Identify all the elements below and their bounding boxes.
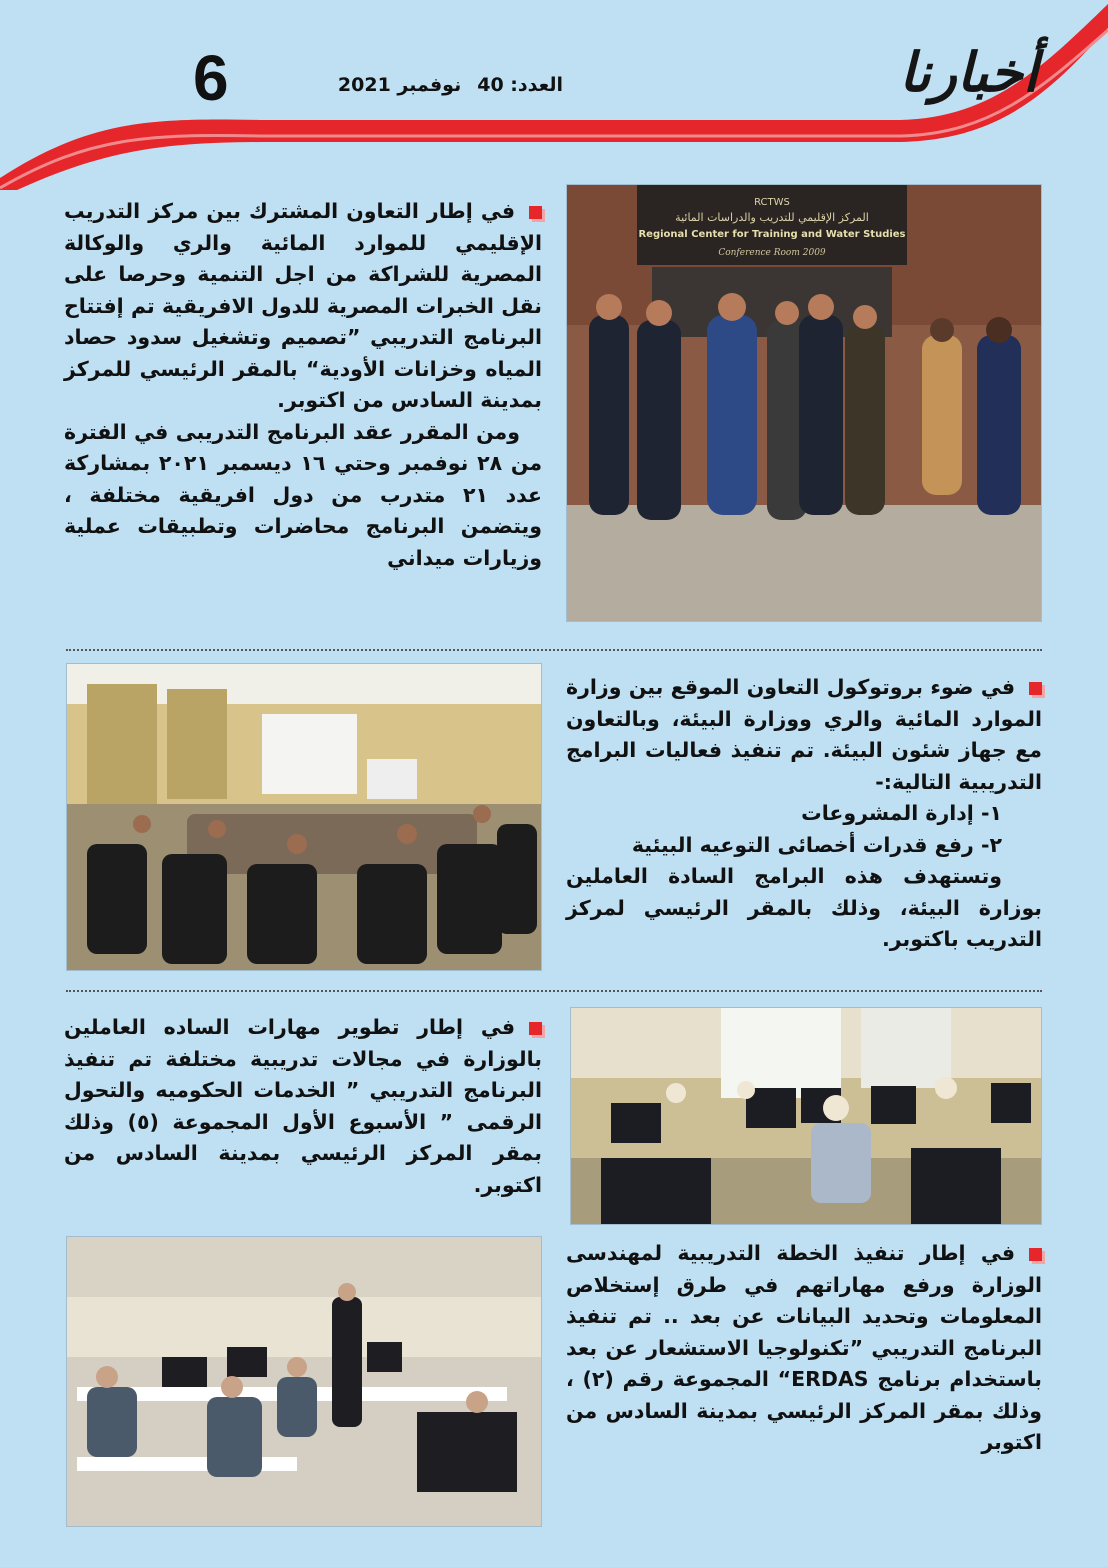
computer-lab-photo-2 bbox=[67, 1237, 541, 1526]
meeting-room-photo bbox=[67, 664, 541, 970]
article-paragraph: في إطار التعاون المشترك بين مركز التدريب الإقليمي للموارد المائية والري والوكالة المصرية للشراكة من اجل التنمية وحرصا على نقل الخبرات المصرية للدول الافريقية تم إفتتاح البرنامج التدريبي ”تصميم وتشغيل سدود حصاد المياه وخزانات الأودية“ بالمقر الرئيسي للمركز بمدينة السادس من اكتوبر. bbox=[64, 199, 542, 412]
sign-arabic: المركز الإقليمي للتدريب والدراسات المائية bbox=[675, 211, 869, 224]
bullet-icon bbox=[529, 206, 542, 219]
article-paragraph: في ضوء بروتوكول التعاون الموقع بين وزارة الموارد المائية والري ووزارة البيئة، وبالتعاون مع جهاز شئون البيئة. تم تنفيذ فعاليات البرامج التدريبية التالية:- bbox=[566, 675, 1042, 794]
article-dam-training bbox=[64, 196, 542, 574]
section-divider bbox=[66, 649, 1042, 651]
bullet-icon bbox=[1029, 1248, 1042, 1261]
computer-lab-photo-1 bbox=[571, 1008, 1041, 1224]
article-paragraph: ومن المقرر عقد البرنامج التدريبى في الفترة من ٢٨ نوفمبر وحتي ١٦ ديسمبر ٢٠٢١ بمشاركة عدد ٢١ متدرب من دول افريقية مختلفة ، ويتضمن البرنامج محاضرات وتطبيقات عملية وزيارات ميداني bbox=[64, 419, 543, 570]
article-paragraph: في إطار تطوير مهارات الساده العاملين بالوزارة في مجالات تدريبية مختلفة تم تنفيذ البرنامج التدريبي ” الخدمات الحكوميه والتحول الرقمى ” الأسبوع الأول المجموعة (٥) وذلك بمقر المركز الرئيسي بمدينة السادس من اكتوبر. bbox=[64, 1015, 542, 1197]
issue-number: العدد: 40 bbox=[477, 74, 563, 96]
list-item: ٢- رفع قدرات أخصائى التوعيه البيئية bbox=[631, 832, 1002, 857]
article-remote-sensing bbox=[566, 1238, 1042, 1459]
article-digital-transformation bbox=[64, 1012, 542, 1201]
article-paragraph: في إطار تنفيذ الخطة التدريبية لمهندسى الوزارة ورفع مهاراتهم في طرق إستخلاص المعلومات وتحديد البيانات عن بعد .. تم تنفيذ البرنامج التدريبي ”تكنولوجيا الاستشعار عن بعد باستخدام برنامج ERDAS“ المجموعة رقم (٢) ، وذلك بمقر المركز الرئيسي بمدينة السادس من اكتوبر bbox=[566, 1241, 1042, 1454]
sign-room: Conference Room 2009 bbox=[718, 248, 826, 258]
article-paragraph: وتستهدف هذه البرامج السادة العاملين بوزارة البيئة، وذلك بالمقر الرئيسي لمركز التدريب باكتوبر. bbox=[566, 864, 1042, 951]
list-item: ١- إدارة المشروعات bbox=[801, 801, 1002, 825]
page-number: 6 bbox=[193, 42, 229, 114]
group-photo bbox=[567, 185, 1041, 621]
publication-logo: أخبارنا bbox=[899, 40, 1038, 104]
section-divider bbox=[66, 990, 1042, 992]
sign-english: Regional Center for Training and Water Studies bbox=[638, 229, 906, 240]
article-environment-programs bbox=[566, 672, 1042, 956]
issue-date: نوفمبر 2021 bbox=[337, 74, 462, 96]
sign-acronym: RCTWS bbox=[754, 197, 790, 208]
issue-info bbox=[338, 74, 563, 96]
bullet-icon bbox=[1029, 682, 1042, 695]
bullet-icon bbox=[529, 1022, 542, 1035]
